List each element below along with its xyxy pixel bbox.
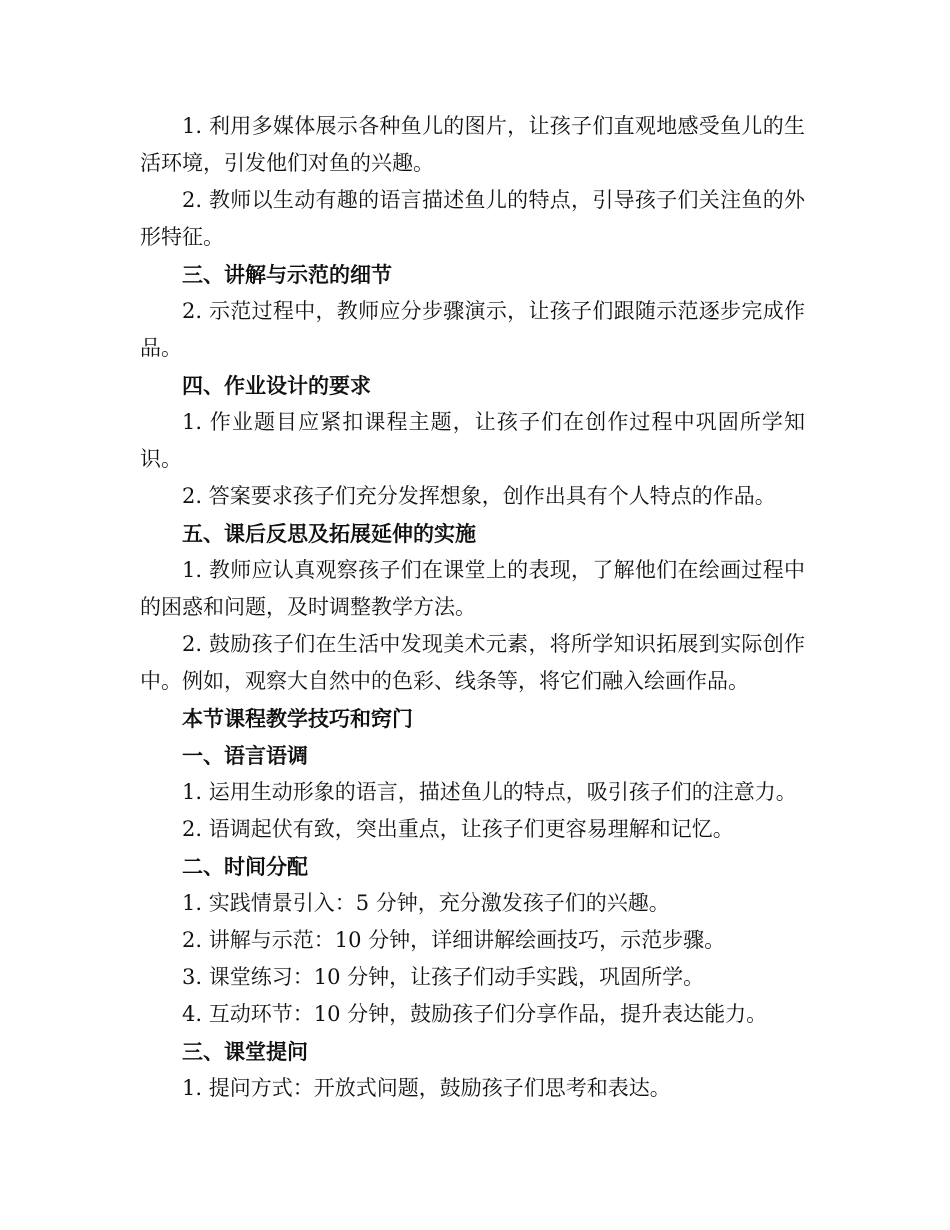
section-heading: 五、课后反思及拓展延伸的实施 bbox=[182, 521, 476, 546]
paragraph: 3. 课堂练习：10 分钟，让孩子们动手实践，巩固所学。 bbox=[182, 965, 705, 989]
paragraph: 2. 答案要求孩子们充分发挥想象，创作出具有个人特点的作品。 bbox=[182, 484, 776, 508]
paragraph: 1. 实践情景引入：5 分钟，充分激发孩子们的兴趣。 bbox=[182, 891, 670, 915]
section-heading: 三、课堂提问 bbox=[182, 1039, 308, 1064]
paragraph: 1. 利用多媒体展示各种鱼儿的图片，让孩子们直观地感受鱼儿的生活环境，引发他们对鱼的兴趣。 bbox=[140, 114, 805, 175]
paragraph: 1. 教师应认真观察孩子们在课堂上的表现，了解他们在绘画过程中的困惑和问题，及时调整教学方法。 bbox=[140, 558, 805, 619]
section-heading: 二、时间分配 bbox=[182, 854, 308, 879]
section-heading: 四、作业设计的要求 bbox=[182, 373, 371, 398]
section-heading: 一、语言语调 bbox=[182, 743, 308, 768]
paragraph: 1. 提问方式：开放式问题，鼓励孩子们思考和表达。 bbox=[182, 1076, 671, 1100]
paragraph: 1. 运用生动形象的语言，描述鱼儿的特点，吸引孩子们的注意力。 bbox=[182, 780, 797, 804]
paragraph: 1. 作业题目应紧扣课程主题，让孩子们在创作过程中巩固所学知识。 bbox=[140, 410, 805, 471]
paragraph: 2. 讲解与示范：10 分钟，详细讲解绘画技巧，示范步骤。 bbox=[182, 928, 726, 952]
paragraph: 2. 语调起伏有致，突出重点，让孩子们更容易理解和记忆。 bbox=[182, 817, 734, 841]
paragraph: 2. 示范过程中，教师应分步骤演示，让孩子们跟随示范逐步完成作品。 bbox=[140, 299, 805, 360]
section-heading: 三、讲解与示范的细节 bbox=[182, 262, 392, 287]
paragraph: 2. 鼓励孩子们在生活中发现美术元素，将所学知识拓展到实际创作中。例如，观察大自然中的色彩、线条等，将它们融入绘画作品。 bbox=[140, 632, 805, 693]
paragraph: 4. 互动环节：10 分钟，鼓励孩子们分享作品，提升表达能力。 bbox=[182, 1002, 768, 1026]
document-page bbox=[140, 108, 805, 1107]
section-heading: 本节课程教学技巧和窍门 bbox=[182, 706, 413, 731]
paragraph: 2. 教师以生动有趣的语言描述鱼儿的特点，引导孩子们关注鱼的外形特征。 bbox=[140, 188, 805, 249]
